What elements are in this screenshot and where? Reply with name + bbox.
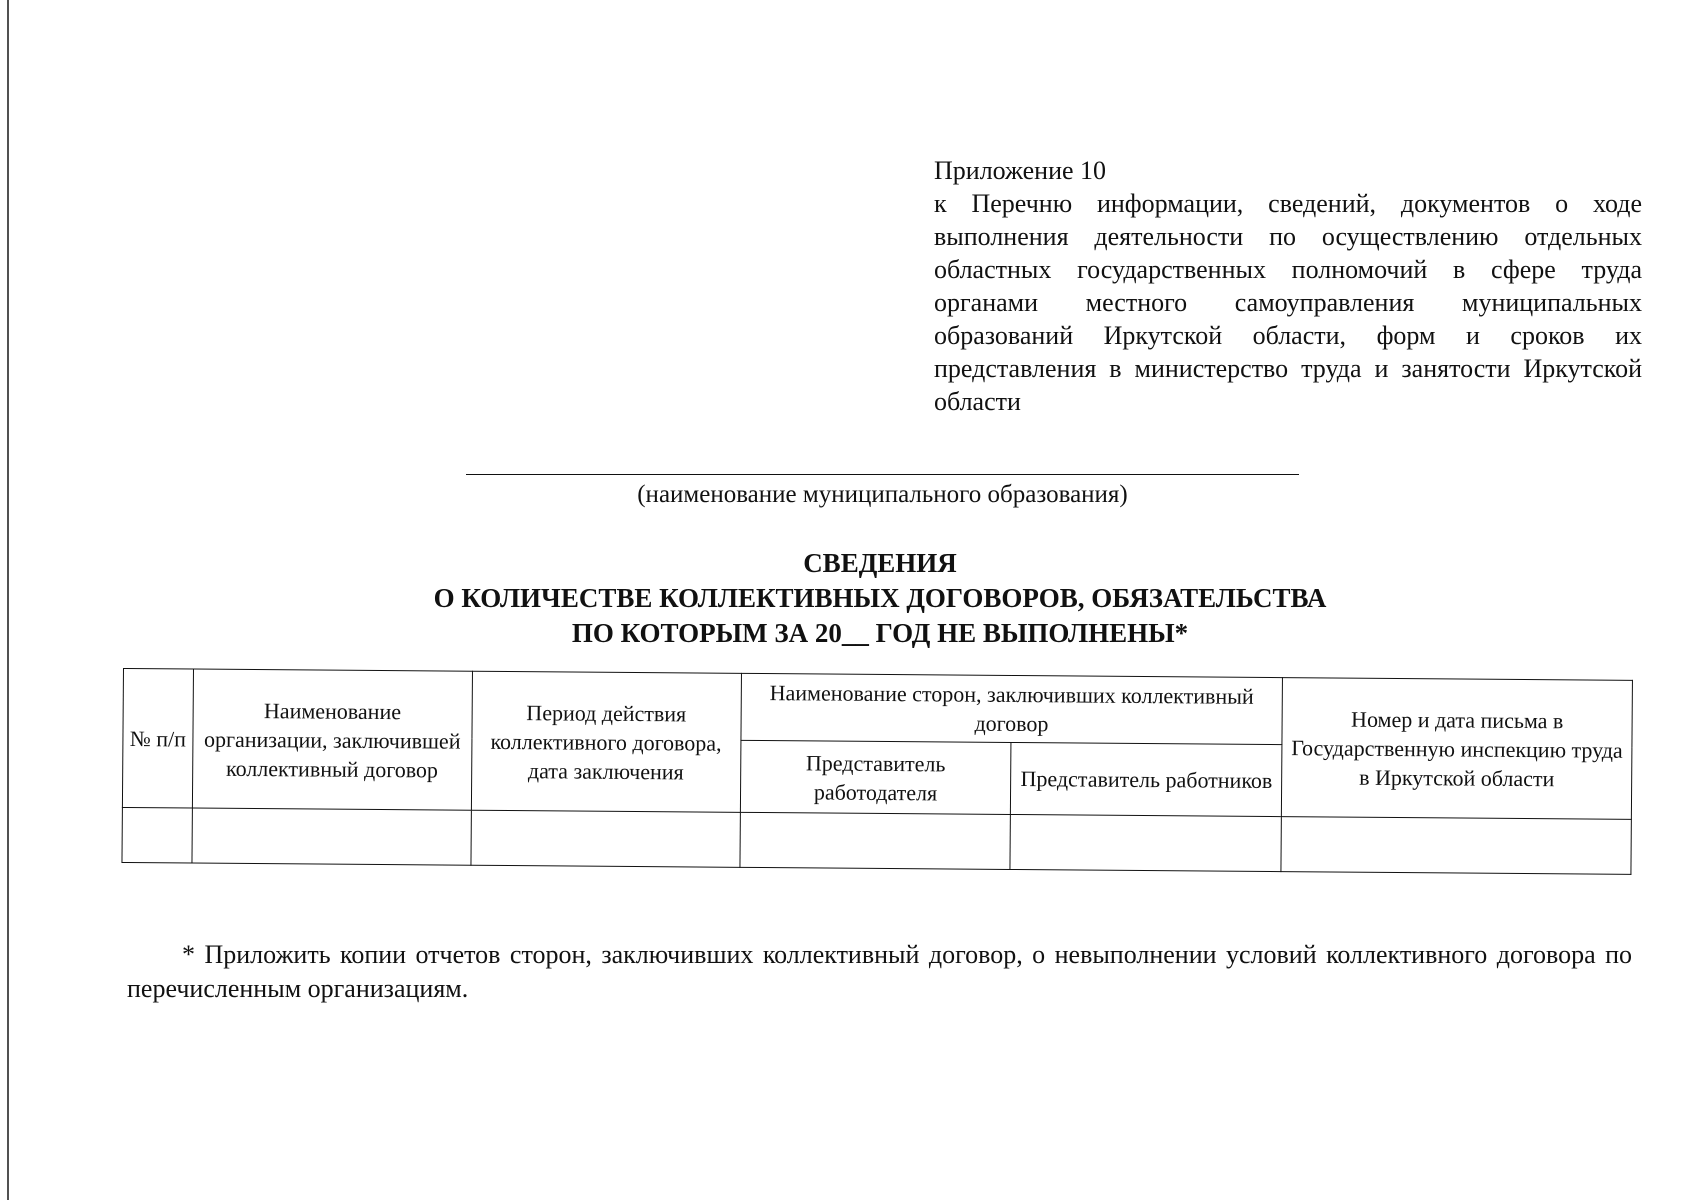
heading-line-1: СВЕДЕНИЯ [803, 548, 957, 578]
header-period: Период действия коллективного договора, дата заключения [471, 671, 741, 812]
cell-workers-rep [1010, 814, 1281, 871]
heading-line-2: О КОЛИЧЕСТВЕ КОЛЛЕКТИВНЫХ ДОГОВОРОВ, ОБЯЗАТЕЛЬСТВА [433, 583, 1327, 613]
municipality-caption: (наименование муниципального образования) [637, 481, 1128, 508]
header-organization: Наименование организации, заключившей коллективный договор [192, 669, 472, 810]
appendix-description: к Перечню информации, сведений, документов о ходе выполнения деятельности по осуществлению отдельных областных государственных полномочий в сфере труда органами местного самоуправления муниципальных образований Иркутской области, форм и сроков их представления в министерство труда и занятости Иркутской области [934, 189, 1642, 416]
document-heading [200, 546, 1560, 651]
scan-edge-line [7, 0, 9, 1200]
appendix-title: Приложение 10 [934, 156, 1107, 185]
appendix-block [934, 154, 1642, 418]
cell-letter [1281, 817, 1631, 875]
municipality-blank-line [466, 474, 1299, 475]
header-parties: Наименование сторон, заключивших коллективный договор [741, 673, 1283, 744]
header-workers-rep: Представитель работников [1011, 742, 1282, 816]
cell-number [122, 807, 192, 863]
cell-organization [192, 808, 471, 865]
cell-period [471, 810, 740, 867]
header-employer-rep: Представитель работодателя [740, 740, 1011, 814]
header-letter: Номер и дата письма в Государственную инспекцию труда в Иркутской области [1282, 678, 1633, 820]
footnote: * Приложить копии отчетов сторон, заключивших коллективный договор, о невыполнении условий коллективного договора по перечисленным организациям. [127, 940, 1632, 1003]
table-row [122, 807, 1631, 874]
header-number: № п/п [122, 669, 193, 809]
contracts-table [121, 668, 1632, 875]
cell-employer-rep [740, 812, 1011, 869]
heading-line-3: ПО КОТОРЫМ ЗА 20__ ГОД НЕ ВЫПОЛНЕНЫ* [571, 618, 1189, 648]
